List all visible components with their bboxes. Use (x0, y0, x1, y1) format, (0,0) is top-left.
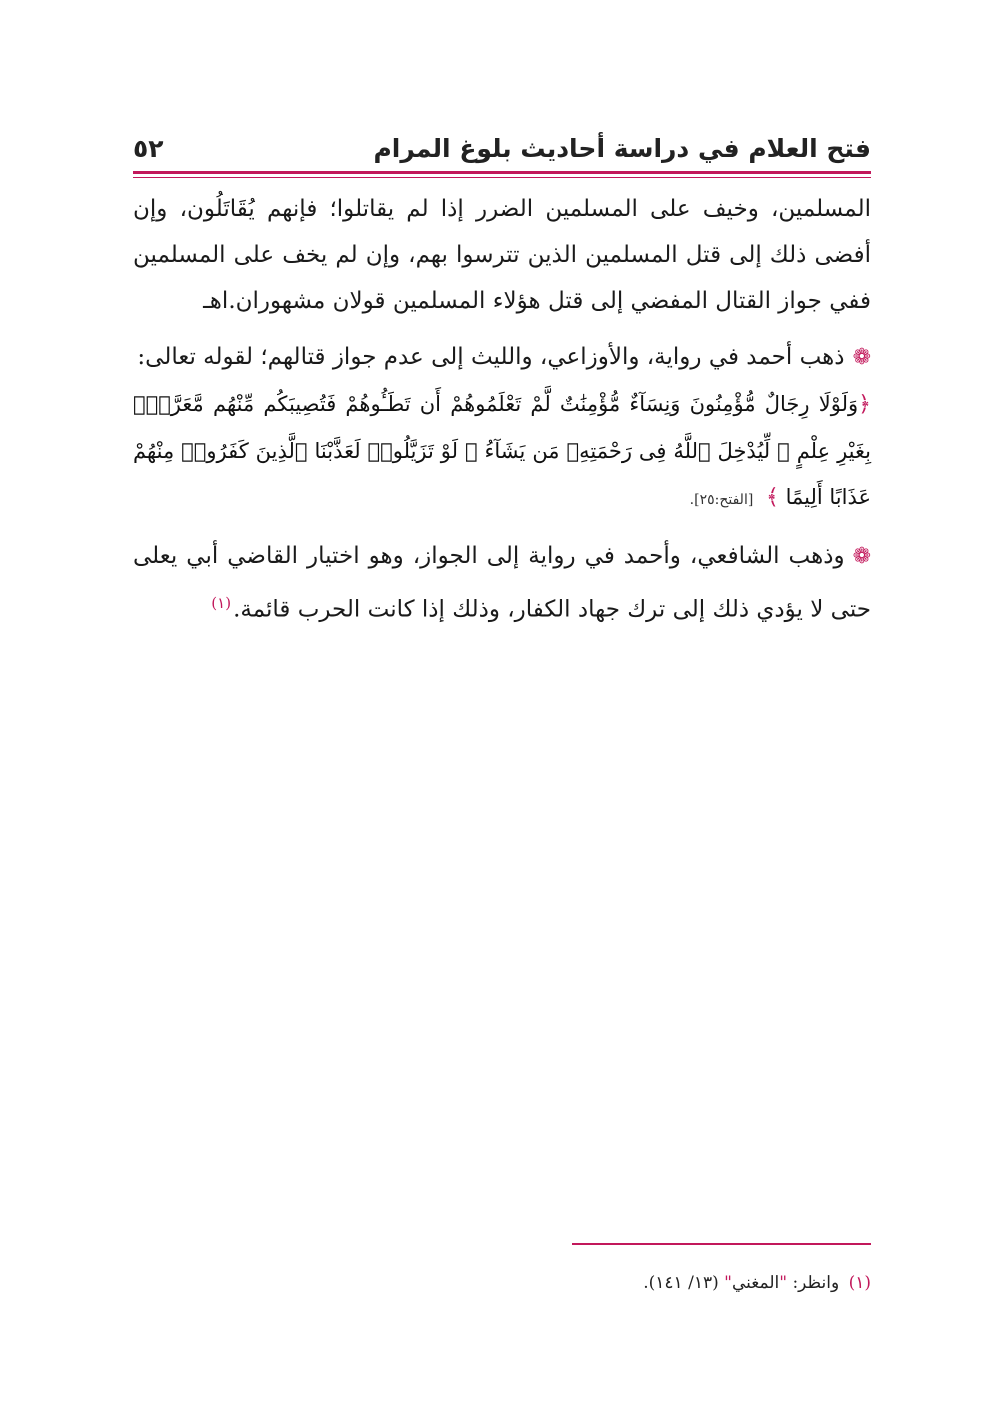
page-number: ٥٢ (133, 133, 164, 163)
paragraph-3 (133, 533, 871, 633)
paragraph-2-text: ذهب أحمد في رواية، والأوزاعي، والليث إلى عدم جواز قتالهم؛ لقوله تعالى: (137, 344, 845, 370)
paragraph-3-text: وذهب الشافعي، وأحمد في رواية إلى الجواز، وهو اختيار القاضي أبي يعلى حتى لا يؤدي ذلك إلى ترك جهاد الكفار، وذلك إذا كانت الحرب قائمة. (133, 543, 871, 623)
paragraph-2 (133, 334, 871, 523)
quran-close-bracket: ﴾ (766, 485, 779, 510)
footnote-number: (١) (848, 1273, 871, 1293)
surah-reference: [الفتح:٢٥]. (689, 492, 754, 508)
footnote-source: المغني (731, 1273, 780, 1293)
flower-bullet-icon: ❁ (852, 544, 871, 569)
footnote-quote-close: " (724, 1273, 732, 1293)
quran-verse-text: وَلَوْلَا رِجَالٌ مُّؤْمِنُونَ وَنِسَآءٌ مُّؤْمِنَٰتٌ لَّمْ تَعْلَمُوهُمْ أَن تَطَـُٔوهُمْ فَتُصِيبَكُم مِّنْهُم مَّعَرَّةٌۢ بِغَيْرِ عِلْمٍ ۖ لِّيُدْخِلَ ٱللَّهُ فِى رَحْمَتِهِۦ مَن يَشَآءُ ۚ لَوْ تَزَيَّلُوا۟ لَعَذَّبْنَا ٱلَّذِينَ كَفَرُوا۟ مِنْهُمْ عَذَابًا أَلِيمًا (133, 392, 871, 509)
paragraph-1: المسلمين، وخيف على المسلمين الضرر إذا لم يقاتلوا؛ فإنهم يُقَاتَلُون، وإن أفضى ذلك إلى قتل المسلمين الذين تترسوا بهم، وإن لم يخف على المسلمين ففي جواز القتال المفضي إلى قتل هؤلاء المسلمين قولان مشهوران.اهـ (133, 196, 871, 314)
header-rule-thin (133, 177, 871, 178)
quran-verse (133, 381, 871, 523)
page-header (133, 128, 871, 168)
flower-bullet-icon: ❁ (852, 345, 871, 370)
header-rule-thick (133, 171, 871, 174)
book-title: فتح العلام في دراسة أحاديث بلوغ المرام (373, 133, 871, 163)
footnote-text-after: (١٣/ ١٤١). (643, 1273, 719, 1293)
quran-open-bracket: ﴿ (858, 392, 871, 417)
footnote-quote-open: " (779, 1273, 788, 1293)
main-text (133, 186, 871, 633)
footnote (133, 1268, 871, 1298)
footnote-marker[interactable]: (١) (211, 594, 232, 612)
footnote-text-before: وانظر: (792, 1273, 840, 1293)
footnote-rule (572, 1243, 871, 1245)
